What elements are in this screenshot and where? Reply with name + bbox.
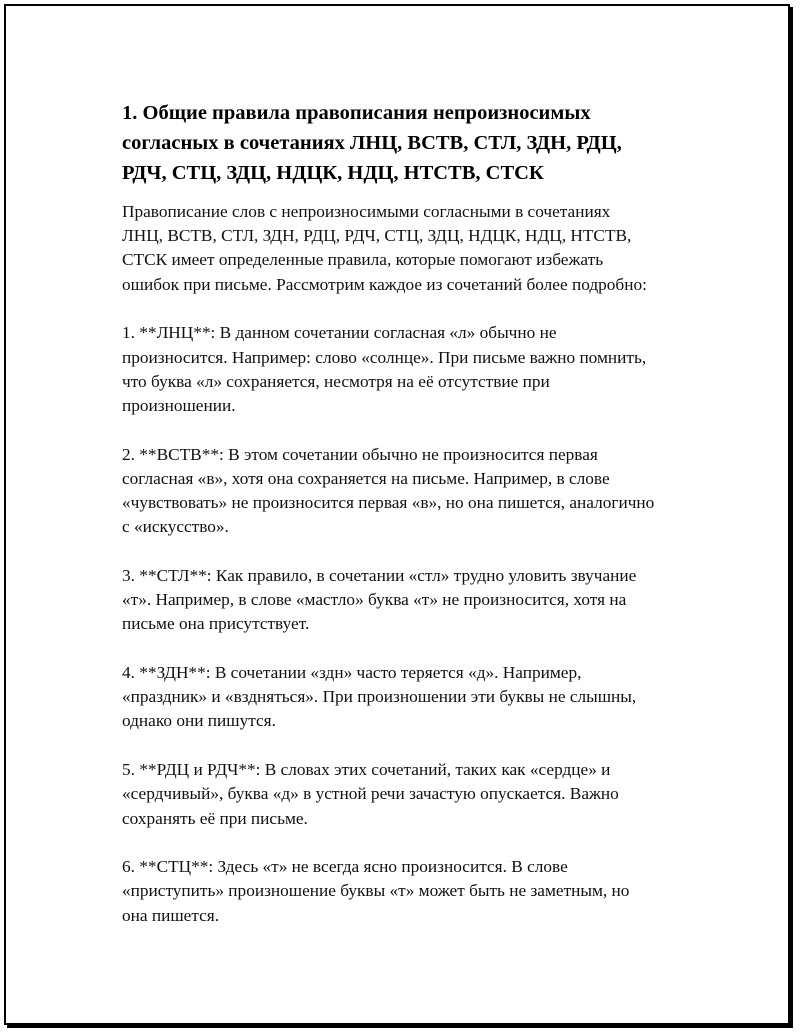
rule-vstv-paragraph: 2. **ВСТВ**: В этом сочетании обычно не произносится первая согласная «в», хотя она сохраняется на письме. Например, в слове «чувствовать» не произносится первая «в», но она пишется, аналогично с «искусство».	[122, 444, 655, 537]
rule-stl-paragraph: 3. **СТЛ**: Как правило, в сочетании «стл» трудно уловить звучание «т». Например, в слове «мастло» буква «т» не произносится, хотя на письме она присутствует.	[122, 565, 637, 634]
rule-lnc-paragraph: 1. **ЛНЦ**: В данном сочетании согласная «л» обычно не произносится. Например: слово «солнце». При письме важно помнить, что буква «л» сохраняется, несмотря на её отсутствие при произношении.	[122, 323, 647, 415]
document-content	[122, 98, 712, 952]
rule-zdn-paragraph: 4. **ЗДН**: В сочетании «здн» часто теряется «д». Например, «праздник» и «вздняться». При произношении эти буквы не слышны, однако они пишутся.	[122, 663, 637, 731]
rule-rdc-rdch-paragraph: 5. **РДЦ и РДЧ**: В словах этих сочетаний, таких как «сердце» и «сердчивый», буква «д» в устной речи зачастую опускается. Важно сохранять её при письме.	[122, 760, 619, 828]
document-page	[4, 4, 790, 1025]
rule-stc-paragraph: 6. **СТЦ**: Здесь «т» не всегда ясно произносится. В слове «приступить» произношение буквы «т» может быть не заметным, но она пишется.	[122, 857, 630, 925]
document-title: 1. Общие правила правописания непроизносимых согласных в сочетаниях ЛНЦ, ВСТВ, СТЛ, ЗДН, РДЦ, РДЧ, СТЦ, ЗДЦ, НДЦК, НДЦ, НТСТВ, СТСК	[122, 102, 622, 184]
intro-paragraph: Правописание слов с непроизносимыми согласными в сочетаниях ЛНЦ, ВСТВ, СТЛ, ЗДН, РДЦ, РДЧ, СТЦ, ЗДЦ, НДЦК, НДЦ, НТСТВ, СТСК имеет определенные правила, которые помогают избежать ошибок при письме. Рассмотрим каждое из сочетаний более подробно:	[122, 202, 647, 294]
